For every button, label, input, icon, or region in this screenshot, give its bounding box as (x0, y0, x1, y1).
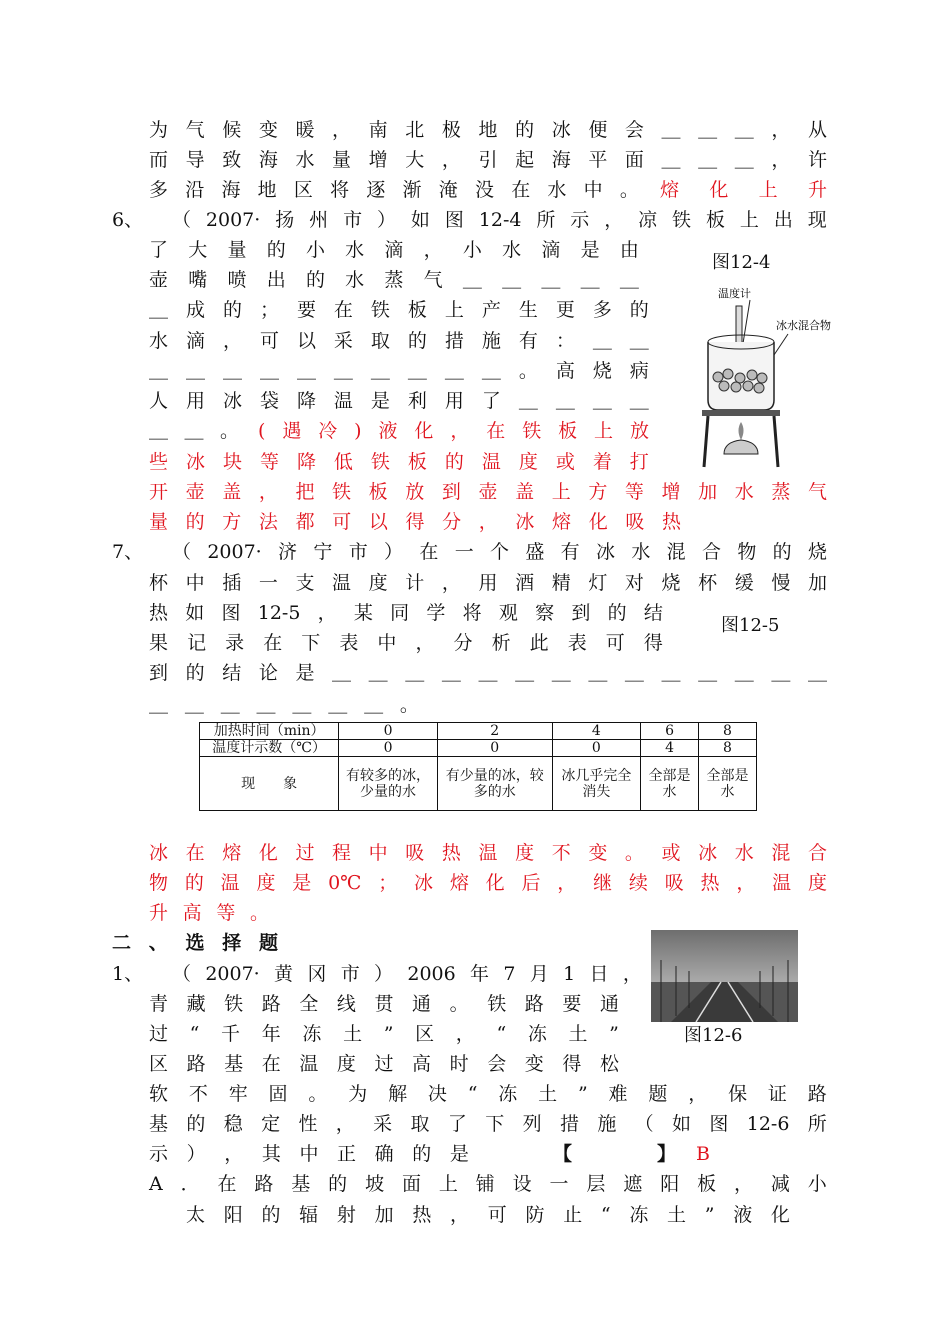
answer-text: 些 冰 块 等 降 低 铁 板 的 温 度 或 着 打 (149, 451, 649, 473)
text-line: ＿ ＿ ＿ ＿ ＿ ＿ ＿ ＿ ＿ ＿ 。 高 烧 病 (149, 360, 649, 382)
text-line: 基 的 稳 定 性 ， 采 取 了 下 列 措 施 （ 如 图 12-6 所 (149, 1113, 827, 1135)
table-row: 加热时间（min） 0 2 4 6 8 (200, 723, 757, 740)
text-line: 太 阳 的 辐 射 加 热 ， 可 防 止 “ 冻 土 ” 液 化 (186, 1204, 790, 1226)
answer-text: 量 的 方 法 都 可 以 得 分 ， 冰 熔 化 吸 热 (149, 511, 681, 533)
text-line: 区 路 基 在 温 度 过 高 时 会 变 得 松 (149, 1053, 619, 1075)
text-line: ＿ ＿ ＿ ＿ ＿ ＿ ＿ 。 (149, 694, 419, 716)
text-line: （ 2007· 扬 州 市 ） 如 图 12-4 所 示 ， 凉 铁 板 上 出 现 (172, 209, 827, 231)
text-line: 过 “ 千 年 冻 土 ” 区 ， “ 冻 土 ” (149, 1023, 619, 1045)
stand-plate (702, 410, 780, 416)
table-row: 温度计示数（℃） 0 0 0 4 8 (200, 740, 757, 757)
text-line: （ 2007· 黄 冈 市 ） 2006 年 7 月 1 日 ， (172, 963, 642, 985)
beaker-apparatus-figure (696, 282, 846, 472)
text-line: 而 导 致 海 水 量 增 大 ， 引 起 海 平 面 ＿ ＿ ＿ ， 许 (149, 149, 827, 171)
text-line: 杯 中 插 一 支 温 度 计 ， 用 酒 精 灯 对 烧 杯 缓 慢 加 (149, 572, 827, 594)
question-number: 1、 (112, 963, 144, 985)
figure-caption: 图12-4 (712, 252, 771, 273)
question-number: 7、 (112, 541, 144, 563)
answer-bracket: 【 】 (553, 1143, 676, 1165)
flame-icon (739, 422, 744, 440)
railway-photo (651, 930, 798, 1022)
answer-text: 冰 在 熔 化 过 程 中 吸 热 温 度 不 变 。 或 冰 水 混 合 (149, 842, 827, 864)
answer-text: ( 遇 冷 ) 液 化 ， 在 铁 板 上 放 (258, 420, 649, 442)
answer-text: 物 的 温 度 是 0℃ ； 冰 熔 化 后 ， 继 续 吸 热 ， 温 度 (149, 872, 827, 894)
text-line: A ． 在 路 基 的 坡 面 上 铺 设 一 层 遮 阳 板 ， 减 小 (149, 1173, 827, 1195)
text-line: 到 的 结 论 是 ＿ ＿ ＿ ＿ ＿ ＿ ＿ ＿ ＿ ＿ ＿ ＿ ＿ ＿ (149, 662, 827, 684)
answer-text: B (696, 1143, 710, 1165)
text-line: 多 沿 海 地 区 将 逐 渐 淹 没 在 水 中 。 (149, 179, 639, 201)
text-line: 软 不 牢 固 。 为 解 决 “ 冻 土 ” 难 题 ， 保 证 路 (149, 1083, 827, 1105)
text-line: ＿ ＿ 。 (149, 420, 239, 442)
text-line: （ 2007· 济 宁 市 ） 在 一 个 盛 有 冰 水 混 合 物 的 烧 (172, 541, 827, 563)
text-line: 了 大 量 的 小 水 滴 ， 小 水 滴 是 由 (149, 239, 639, 261)
text-line: 热 如 图 12-5 ， 某 同 学 将 观 察 到 的 结 (149, 602, 663, 624)
alcohol-lamp-icon (724, 440, 758, 454)
mixture-label: 冰水混合物 (776, 319, 831, 332)
figure-caption: 图12-5 (721, 615, 780, 636)
text-line: 青 藏 铁 路 全 线 贯 通 。 铁 路 要 通 (149, 993, 619, 1015)
section-heading: 二 、 选 择 题 (112, 932, 278, 954)
observation-table (199, 722, 757, 811)
figure-caption: 图12-6 (684, 1025, 743, 1046)
text-line: 人 用 冰 袋 降 温 是 利 用 了 ＿ ＿ ＿ ＿ (149, 390, 649, 412)
thermometer-label: 温度计 (718, 287, 751, 300)
question-number: 6、 (112, 209, 144, 231)
text-line: 壶 嘴 喷 出 的 水 蒸 气 ＿ ＿ ＿ ＿ ＿ (149, 269, 639, 291)
text-line: 水 滴 ， 可 以 采 取 的 措 施 有 ： ＿ ＿ (149, 330, 649, 352)
answer-text: 开 壶 盖 ， 把 铁 板 放 到 壶 盖 上 方 等 增 加 水 蒸 气 (149, 481, 827, 503)
text-line: 为 气 候 变 暖 ， 南 北 极 地 的 冰 便 会 ＿ ＿ ＿ ， 从 (149, 119, 827, 141)
table-row: 现 象 有较多的冰，少量的水 有少量的冰，较多的水 冰几乎完全消失 全部是水 全部是水 (200, 757, 757, 811)
text-line: 示 ） ， 其 中 正 确 的 是 (149, 1143, 469, 1165)
text-line: 果 记 录 在 下 表 中 ， 分 析 此 表 可 得 (149, 632, 663, 654)
answer-text: 升 高 等 。 (149, 902, 269, 924)
text-line: ＿ 成 的 ； 要 在 铁 板 上 产 生 更 多 的 (149, 299, 649, 321)
answer-text: 熔 化 上 升 (660, 179, 827, 201)
